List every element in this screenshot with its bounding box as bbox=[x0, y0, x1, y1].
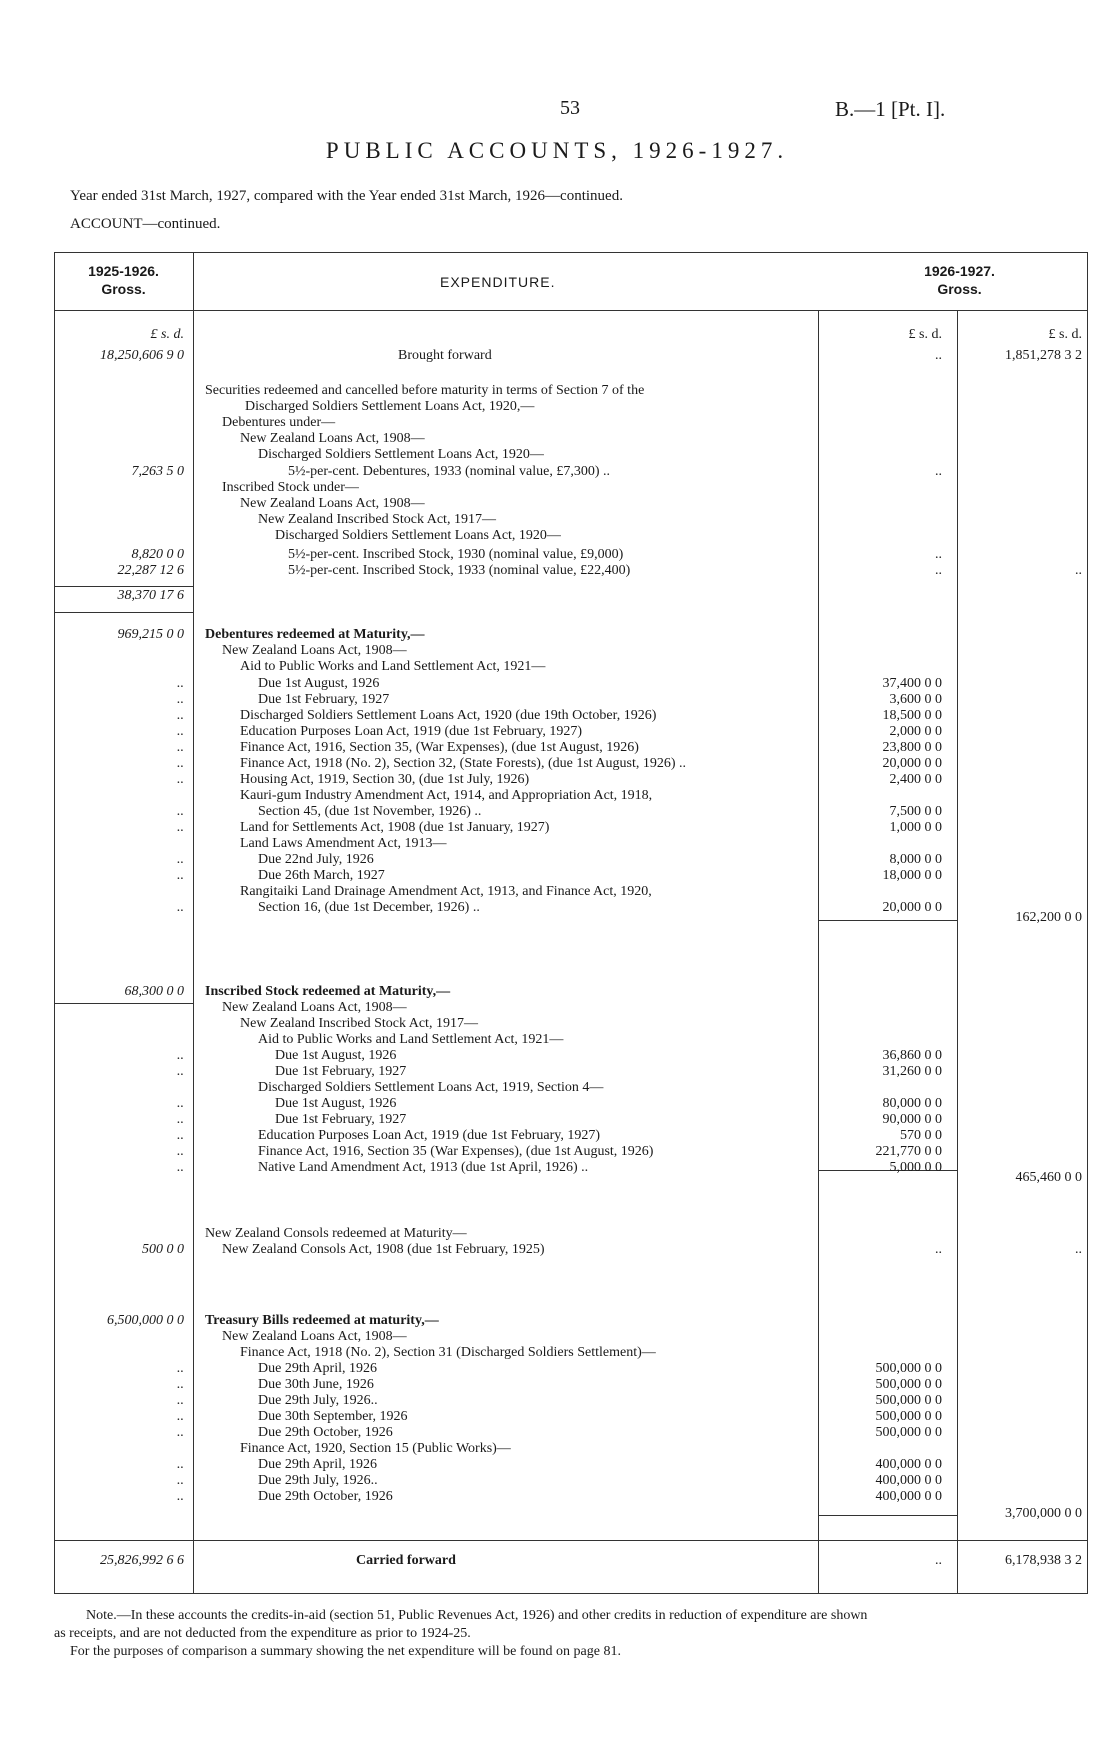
amount-cell: 90,000 0 0 bbox=[882, 1112, 942, 1127]
gross-1925-cell: .. bbox=[177, 1361, 184, 1376]
gross-1926-row bbox=[0, 1506, 1114, 1522]
expenditure-description: Section 45, (due 1st November, 1926) .. bbox=[258, 804, 482, 819]
table-row bbox=[0, 1048, 1114, 1064]
gross-1926-cell: 6,178,938 3 2 bbox=[1005, 1553, 1082, 1568]
expenditure-description: Discharged Soldiers Settlement Loans Act, 1920,— bbox=[245, 399, 535, 414]
gross-1926-cell: 3,700,000 0 0 bbox=[1005, 1506, 1082, 1521]
expenditure-description: Due 26th March, 1927 bbox=[258, 868, 385, 883]
table-row bbox=[0, 399, 1114, 415]
expenditure-description: Rangitaiki Land Drainage Amendment Act, 1913, and Finance Act, 1920, bbox=[240, 884, 652, 899]
gross-1925-cell: .. bbox=[177, 1377, 184, 1392]
amount-cell: 221,770 0 0 bbox=[875, 1144, 942, 1159]
gross-1925-cell: .. bbox=[177, 772, 184, 787]
table-row bbox=[0, 884, 1114, 900]
gross-1925-cell: .. bbox=[177, 676, 184, 691]
table-row bbox=[0, 692, 1114, 708]
expenditure-description: 5½-per-cent. Debentures, 1933 (nominal value, £7,300) .. bbox=[288, 464, 611, 479]
note-line-1: Note.—In these accounts the credits-in-aid (section 51, Public Revenues Act, 1926) and other credits in reduction of expenditure are shown bbox=[86, 1608, 868, 1623]
expenditure-description: Finance Act, 1918 (No. 2), Section 32, (State Forests), (due 1st August, 1926) .. bbox=[240, 756, 687, 771]
table-row bbox=[0, 1425, 1114, 1441]
gross-1926-row bbox=[0, 1170, 1114, 1186]
gross-1926-cell: 1,851,278 3 2 bbox=[1005, 348, 1082, 363]
amount-cell: 23,800 0 0 bbox=[882, 740, 942, 755]
expenditure-description: Discharged Soldiers Settlement Loans Act, 1920— bbox=[275, 528, 561, 543]
expenditure-description: Due 1st February, 1927 bbox=[275, 1112, 407, 1127]
table-row bbox=[0, 1489, 1114, 1505]
gross-1925-cell: .. bbox=[177, 1409, 184, 1424]
gross-1926-cell: .. bbox=[1075, 563, 1082, 578]
table-row bbox=[0, 1096, 1114, 1112]
table-row bbox=[0, 836, 1114, 852]
expenditure-description: Discharged Soldiers Settlement Loans Act, 1920 (due 19th October, 1926) bbox=[240, 708, 657, 723]
gross-1925-cell: 6,500,000 0 0 bbox=[107, 1313, 184, 1328]
table-row bbox=[0, 1361, 1114, 1377]
account-label: ACCOUNT—continued. bbox=[70, 216, 221, 232]
expenditure-description: New Zealand Consols Act, 1908 (due 1st February, 1925) bbox=[222, 1242, 545, 1257]
units-row: £ s. d. £ s. d. £ s. d. bbox=[150, 327, 1082, 342]
expenditure-description: New Zealand Loans Act, 1908— bbox=[222, 1000, 407, 1015]
table-row bbox=[0, 676, 1114, 692]
table-row bbox=[0, 1000, 1114, 1016]
gross-1926-row bbox=[0, 1242, 1114, 1258]
gross-1925-cell: .. bbox=[177, 1048, 184, 1063]
table-row bbox=[0, 547, 1114, 563]
expenditure-description: Finance Act, 1918 (No. 2), Section 31 (Discharged Soldiers Settlement)— bbox=[240, 1345, 656, 1360]
expenditure-description: Due 1st February, 1927 bbox=[275, 1064, 407, 1079]
subtotal-rule bbox=[54, 586, 193, 587]
amount-cell: 20,000 0 0 bbox=[882, 900, 942, 915]
table-row bbox=[0, 1345, 1114, 1361]
table-row bbox=[0, 1128, 1114, 1144]
gross-1925-cell: .. bbox=[177, 1425, 184, 1440]
gross-1925-cell: .. bbox=[177, 740, 184, 755]
amount-cell: 500,000 0 0 bbox=[875, 1409, 942, 1424]
table-row bbox=[0, 588, 1114, 604]
subtotal-rule bbox=[54, 612, 193, 613]
table-row bbox=[0, 852, 1114, 868]
expenditure-description: Due 30th September, 1926 bbox=[258, 1409, 408, 1424]
gross-1925-cell: .. bbox=[177, 1473, 184, 1488]
gross-1925-cell: .. bbox=[177, 852, 184, 867]
table-row bbox=[0, 1409, 1114, 1425]
gross-1925-cell: .. bbox=[177, 900, 184, 915]
gross-1925-cell: 38,370 17 6 bbox=[117, 588, 184, 603]
amount-cell: 500,000 0 0 bbox=[875, 1377, 942, 1392]
expenditure-description: Carried forward bbox=[356, 1553, 456, 1568]
expenditure-description: Section 16, (due 1st December, 1926) .. bbox=[258, 900, 480, 915]
amount-cell: 7,500 0 0 bbox=[889, 804, 942, 819]
gross-1925-cell: .. bbox=[177, 820, 184, 835]
gross-1925-cell: .. bbox=[177, 1096, 184, 1111]
gross-1925-cell: .. bbox=[177, 1457, 184, 1472]
table-row bbox=[0, 1080, 1114, 1096]
gross-1925-cell: .. bbox=[177, 1393, 184, 1408]
gross-1925-cell: .. bbox=[177, 804, 184, 819]
gross-1925-cell: 25,826,992 6 6 bbox=[100, 1553, 184, 1568]
header-prior-year: 1925-1926. Gross. bbox=[88, 263, 159, 297]
expenditure-description: New Zealand Inscribed Stock Act, 1917— bbox=[240, 1016, 478, 1031]
expenditure-description: Finance Act, 1916, Section 35, (War Expenses), (due 1st August, 1926) bbox=[240, 740, 639, 755]
amount-cell: 20,000 0 0 bbox=[882, 756, 942, 771]
amount-cell: .. bbox=[935, 1242, 942, 1257]
expenditure-description: Debentures under— bbox=[222, 415, 336, 430]
gross-1926-row bbox=[0, 563, 1114, 579]
table-row bbox=[0, 1032, 1114, 1048]
table-row bbox=[0, 1441, 1114, 1457]
gross-1925-cell: 7,263 5 0 bbox=[131, 464, 184, 479]
gross-1925-cell: .. bbox=[177, 1144, 184, 1159]
expenditure-description: Debentures redeemed at Maturity,— bbox=[205, 627, 425, 642]
header-expenditure: EXPENDITURE. bbox=[440, 274, 556, 290]
expenditure-description: Inscribed Stock under— bbox=[222, 480, 359, 495]
expenditure-description: Native Land Amendment Act, 1913 (due 1st April, 1926) .. bbox=[258, 1160, 589, 1175]
expenditure-description: Finance Act, 1916, Section 35 (War Expenses), (due 1st August, 1926) bbox=[258, 1144, 654, 1159]
table-row bbox=[0, 447, 1114, 463]
amount-cell: .. bbox=[935, 547, 942, 562]
amount-cell: .. bbox=[935, 464, 942, 479]
table-row bbox=[0, 740, 1114, 756]
expenditure-description: Inscribed Stock redeemed at Maturity,— bbox=[205, 984, 451, 999]
gross-1926-cell: 465,460 0 0 bbox=[1015, 1170, 1082, 1185]
gross-1926-row bbox=[0, 348, 1114, 364]
amount-cell: 3,600 0 0 bbox=[889, 692, 942, 707]
expenditure-description: Due 29th July, 1926.. bbox=[258, 1473, 378, 1488]
gross-1926-cell: .. bbox=[1075, 1242, 1082, 1257]
gross-1925-cell: .. bbox=[177, 1112, 184, 1127]
table-row bbox=[0, 528, 1114, 544]
gross-1925-cell: 22,287 12 6 bbox=[117, 563, 184, 578]
table-row bbox=[0, 724, 1114, 740]
amount-cell: .. bbox=[935, 348, 942, 363]
page-subtitle: Year ended 31st March, 1927, compared with the Year ended 31st March, 1926—continued. bbox=[70, 188, 623, 204]
note-line-3: For the purposes of comparison a summary showing the net expenditure will be found on page 81. bbox=[70, 1644, 621, 1659]
expenditure-description: 5½-per-cent. Inscribed Stock, 1930 (nominal value, £9,000) bbox=[288, 547, 624, 562]
gross-1925-cell: .. bbox=[177, 1489, 184, 1504]
expenditure-description: Due 1st August, 1926 bbox=[275, 1048, 397, 1063]
table-row bbox=[0, 1393, 1114, 1409]
page-title: PUBLIC ACCOUNTS, 1926-1927. bbox=[325, 138, 789, 163]
expenditure-description: Aid to Public Works and Land Settlement Act, 1921— bbox=[240, 659, 546, 674]
amount-cell: 18,500 0 0 bbox=[882, 708, 942, 723]
expenditure-description: Due 1st August, 1926 bbox=[258, 676, 380, 691]
table-row bbox=[0, 804, 1114, 820]
expenditure-description: New Zealand Loans Act, 1908— bbox=[240, 431, 425, 446]
gross-1925-cell: .. bbox=[177, 756, 184, 771]
table-row bbox=[0, 464, 1114, 480]
expenditure-description: Discharged Soldiers Settlement Loans Act, 1919, Section 4— bbox=[258, 1080, 604, 1095]
page-number: 53 bbox=[560, 97, 580, 119]
expenditure-description: New Zealand Inscribed Stock Act, 1917— bbox=[258, 512, 496, 527]
table-row bbox=[0, 1144, 1114, 1160]
expenditure-description: Aid to Public Works and Land Settlement Act, 1921— bbox=[258, 1032, 564, 1047]
amount-cell: 400,000 0 0 bbox=[875, 1489, 942, 1504]
expenditure-description: Due 1st August, 1926 bbox=[275, 1096, 397, 1111]
expenditure-description: Due 30th June, 1926 bbox=[258, 1377, 374, 1392]
table-row bbox=[0, 643, 1114, 659]
expenditure-description: 5½-per-cent. Inscribed Stock, 1933 (nominal value, £22,400) bbox=[288, 563, 631, 578]
amount-cell: 18,000 0 0 bbox=[882, 868, 942, 883]
expenditure-description: Brought forward bbox=[398, 348, 492, 363]
table-row bbox=[0, 1377, 1114, 1393]
gross-1925-cell: 18,250,606 9 0 bbox=[100, 348, 184, 363]
table-row bbox=[0, 480, 1114, 496]
amount-cell: 31,260 0 0 bbox=[882, 1064, 942, 1079]
table-row bbox=[0, 708, 1114, 724]
table-row bbox=[0, 431, 1114, 447]
gross-1926-cell: 162,200 0 0 bbox=[1015, 910, 1082, 925]
amount-cell: 2,400 0 0 bbox=[889, 772, 942, 787]
expenditure-description: Education Purposes Loan Act, 1919 (due 1st February, 1927) bbox=[258, 1128, 601, 1143]
amount-cell: 500,000 0 0 bbox=[875, 1425, 942, 1440]
expenditure-description: Due 29th April, 1926 bbox=[258, 1361, 377, 1376]
table-row bbox=[0, 1226, 1114, 1242]
amount-cell: 570 0 0 bbox=[900, 1128, 942, 1143]
gross-1925-cell: .. bbox=[177, 868, 184, 883]
table-row bbox=[0, 868, 1114, 884]
gross-1925-cell: .. bbox=[177, 724, 184, 739]
amount-cell: 80,000 0 0 bbox=[882, 1096, 942, 1111]
table-row bbox=[0, 1064, 1114, 1080]
gross-1926-row bbox=[0, 910, 1114, 926]
gross-1926-row bbox=[0, 1553, 1114, 1569]
expenditure-description: New Zealand Loans Act, 1908— bbox=[240, 496, 425, 511]
gross-1925-cell: 500 0 0 bbox=[142, 1242, 184, 1257]
amount-cell: 500,000 0 0 bbox=[875, 1361, 942, 1376]
amount-cell: 8,000 0 0 bbox=[889, 852, 942, 867]
table-row bbox=[0, 984, 1114, 1000]
expenditure-description: Due 22nd July, 1926 bbox=[258, 852, 374, 867]
amount-cell: .. bbox=[935, 1553, 942, 1568]
expenditure-description: Due 29th October, 1926 bbox=[258, 1489, 393, 1504]
amount-cell: .. bbox=[935, 563, 942, 578]
expenditure-description: Education Purposes Loan Act, 1919 (due 1st February, 1927) bbox=[240, 724, 583, 739]
table-row bbox=[0, 1313, 1114, 1329]
table-row bbox=[0, 1457, 1114, 1473]
header-rule bbox=[54, 310, 1088, 311]
gross-1925-cell: .. bbox=[177, 1160, 184, 1175]
table-row bbox=[0, 383, 1114, 399]
expenditure-description: Discharged Soldiers Settlement Loans Act, 1920— bbox=[258, 447, 544, 462]
gross-1925-cell: 8,820 0 0 bbox=[131, 547, 184, 562]
amount-cell: 5,000 0 0 bbox=[889, 1160, 942, 1175]
gross-1925-cell: .. bbox=[177, 1064, 184, 1079]
table-row bbox=[0, 496, 1114, 512]
amount-cell: 400,000 0 0 bbox=[875, 1473, 942, 1488]
table-row bbox=[0, 659, 1114, 675]
table-row bbox=[0, 788, 1114, 804]
expenditure-description: Due 29th July, 1926.. bbox=[258, 1393, 378, 1408]
table-row bbox=[0, 1112, 1114, 1128]
amount-cell: 36,860 0 0 bbox=[882, 1048, 942, 1063]
amount-cell: 400,000 0 0 bbox=[875, 1457, 942, 1472]
table-row bbox=[0, 1329, 1114, 1345]
expenditure-description: Due 29th April, 1926 bbox=[258, 1457, 377, 1472]
table-row bbox=[0, 415, 1114, 431]
expenditure-description: Finance Act, 1920, Section 15 (Public Works)— bbox=[240, 1441, 511, 1456]
amount-cell: 500,000 0 0 bbox=[875, 1393, 942, 1408]
amount-cell: 1,000 0 0 bbox=[889, 820, 942, 835]
note-line-2: as receipts, and are not deducted from the expenditure as prior to 1924-25. bbox=[54, 1626, 471, 1641]
amount-cell: 2,000 0 0 bbox=[889, 724, 942, 739]
expenditure-description: Securities redeemed and cancelled before maturity in terms of Section 7 of the bbox=[205, 383, 645, 398]
expenditure-description: New Zealand Consols redeemed at Maturity— bbox=[205, 1226, 467, 1241]
table-row bbox=[0, 1016, 1114, 1032]
expenditure-description: New Zealand Loans Act, 1908— bbox=[222, 643, 407, 658]
expenditure-description: Land Laws Amendment Act, 1913— bbox=[240, 836, 447, 851]
expenditure-description: Kauri-gum Industry Amendment Act, 1914, and Appropriation Act, 1918, bbox=[240, 788, 653, 803]
expenditure-description: Due 1st February, 1927 bbox=[258, 692, 390, 707]
table-row bbox=[0, 820, 1114, 836]
document-reference: B.—1 [Pt. I]. bbox=[835, 97, 946, 121]
expenditure-description: Housing Act, 1919, Section 30, (due 1st July, 1926) bbox=[240, 772, 530, 787]
expenditure-description: Treasury Bills redeemed at maturity,— bbox=[205, 1313, 439, 1328]
expenditure-description: Due 29th October, 1926 bbox=[258, 1425, 393, 1440]
header-current-year: 1926-1927. Gross. bbox=[924, 263, 995, 297]
expenditure-description: New Zealand Loans Act, 1908— bbox=[222, 1329, 407, 1344]
amount-cell: 37,400 0 0 bbox=[882, 676, 942, 691]
table-row bbox=[0, 772, 1114, 788]
gross-1925-cell: 68,300 0 0 bbox=[124, 984, 184, 999]
gross-1925-cell: .. bbox=[177, 692, 184, 707]
table-row bbox=[0, 1473, 1114, 1489]
expenditure-description: Land for Settlements Act, 1908 (due 1st January, 1927) bbox=[240, 820, 550, 835]
total-rule bbox=[54, 1540, 1088, 1541]
gross-1925-cell: .. bbox=[177, 1128, 184, 1143]
table-row bbox=[0, 627, 1114, 643]
table-row bbox=[0, 756, 1114, 772]
table-row bbox=[0, 512, 1114, 528]
gross-1925-cell: 969,215 0 0 bbox=[117, 627, 184, 642]
gross-1925-cell: .. bbox=[177, 708, 184, 723]
